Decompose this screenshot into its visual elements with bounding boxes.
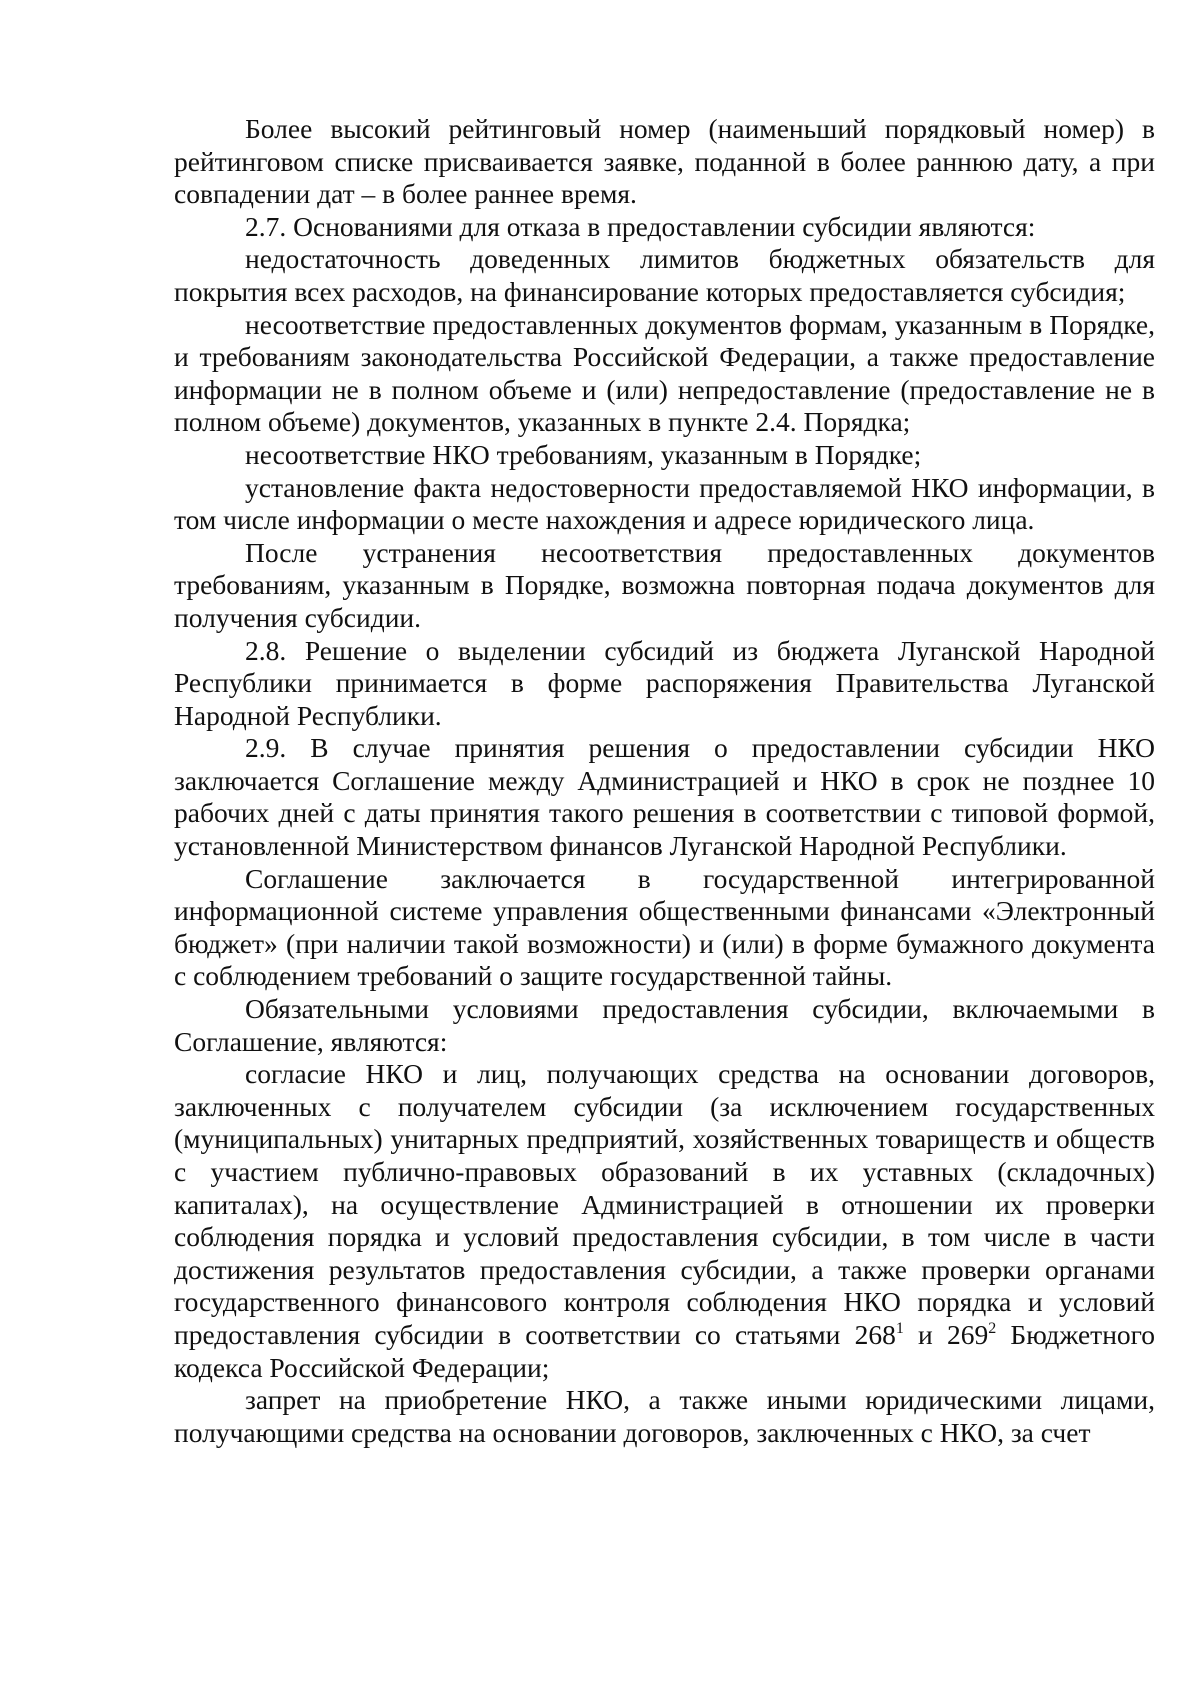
paragraph-resubmission: После устранения несоответствия предоставленных документов требованиям, указанным в Порядке, возможна повторная подача документов для получения субсидии. bbox=[174, 536, 1155, 633]
paragraph-rating-number: Более высокий рейтинговый номер (наименьший порядковый номер) в рейтинговом списке присваивается заявке, поданной в более раннюю дату, а при совпадении дат – в более раннее время. bbox=[174, 113, 1155, 210]
paragraph-insufficient-limits: недостаточность доведенных лимитов бюджетных обязательств для покрытия всех расходов, на финансирование которых предоставляется субсидия; bbox=[174, 243, 1155, 307]
paragraph-nko-requirements-mismatch: несоответствие НКО требованиям, указанным в Порядке; bbox=[245, 438, 922, 470]
superscript-1: 1 bbox=[895, 1319, 904, 1337]
paragraph-2-9-agreement: 2.9. В случае принятия решения о предоставлении субсидии НКО заключается Соглашение между Администрацией и НКО в срок не позднее 10 рабочих дней с даты принятия такого решения в соответствии с типовой формой, установленной Министерством финансов Луганской Народной Республики. bbox=[174, 732, 1155, 862]
paragraph-acquisition-prohibition: запрет на приобретение НКО, а также иными юридическими лицами, получающими средства на основании договоров, заключенных с НКО, за счет bbox=[174, 1384, 1155, 1448]
consent-text-start: согласие НКО и лиц, получающих средства на основании договоров, заключенных с получателем субсидии (за исключением государственных (муниципальных) унитарных предприятий, хозяйственных товариществ и обществ с участием публично-правовых образований в их уставных (складочных) капиталах), на осуществление Администрацией в отношении их проверки соблюдения порядка и условий предоставления субсидии, в том числе в части достижения результатов предоставления субсидии, а также проверки органами государственного финансового контроля соблюдения НКО порядка и условий предоставления субсидии в соответствии со статьями 268 bbox=[174, 1058, 1155, 1350]
paragraph-2-8-decision: 2.8. Решение о выделении субсидий из бюджета Луганской Народной Республики принимается в форме распоряжения Правительства Луганской Народной Республики. bbox=[174, 634, 1155, 731]
paragraph-unreliable-information: установление факта недостоверности предоставляемой НКО информации, в том числе информации о месте нахождения и адресе юридического лица. bbox=[174, 471, 1155, 536]
consent-text-middle: и 269 bbox=[903, 1318, 989, 1350]
paragraph-2-7-refusal-grounds: 2.7. Основаниями для отказа в предоставлении субсидии являются: bbox=[245, 210, 1036, 242]
paragraph-electronic-budget: Соглашение заключается в государственной интегрированной информационной системе управления общественными финансами «Электронный бюджет» (при наличии такой возможности) и (или) в форме бумажного документа с соблюдением требований о защите государственной тайны. bbox=[174, 862, 1155, 992]
paragraph-consent-to-audit bbox=[174, 1058, 1155, 1384]
paragraph-mandatory-conditions: Обязательными условиями предоставления субсидии, включаемыми в Соглашение, являются: bbox=[174, 993, 1155, 1057]
document-body bbox=[174, 113, 1155, 1449]
consent-text-end: Бюджетного кодекса Российской Федерации; bbox=[174, 1318, 1156, 1383]
superscript-2: 2 bbox=[988, 1319, 997, 1337]
paragraph-document-mismatch: несоответствие предоставленных документов формам, указанным в Порядке, и требованиям законодательства Российской Федерации, а также предоставление информации не в полном объеме и (или) непредоставление (предоставление не в полном объеме) документов, указанных в пункте 2.4. Порядка; bbox=[174, 308, 1155, 438]
